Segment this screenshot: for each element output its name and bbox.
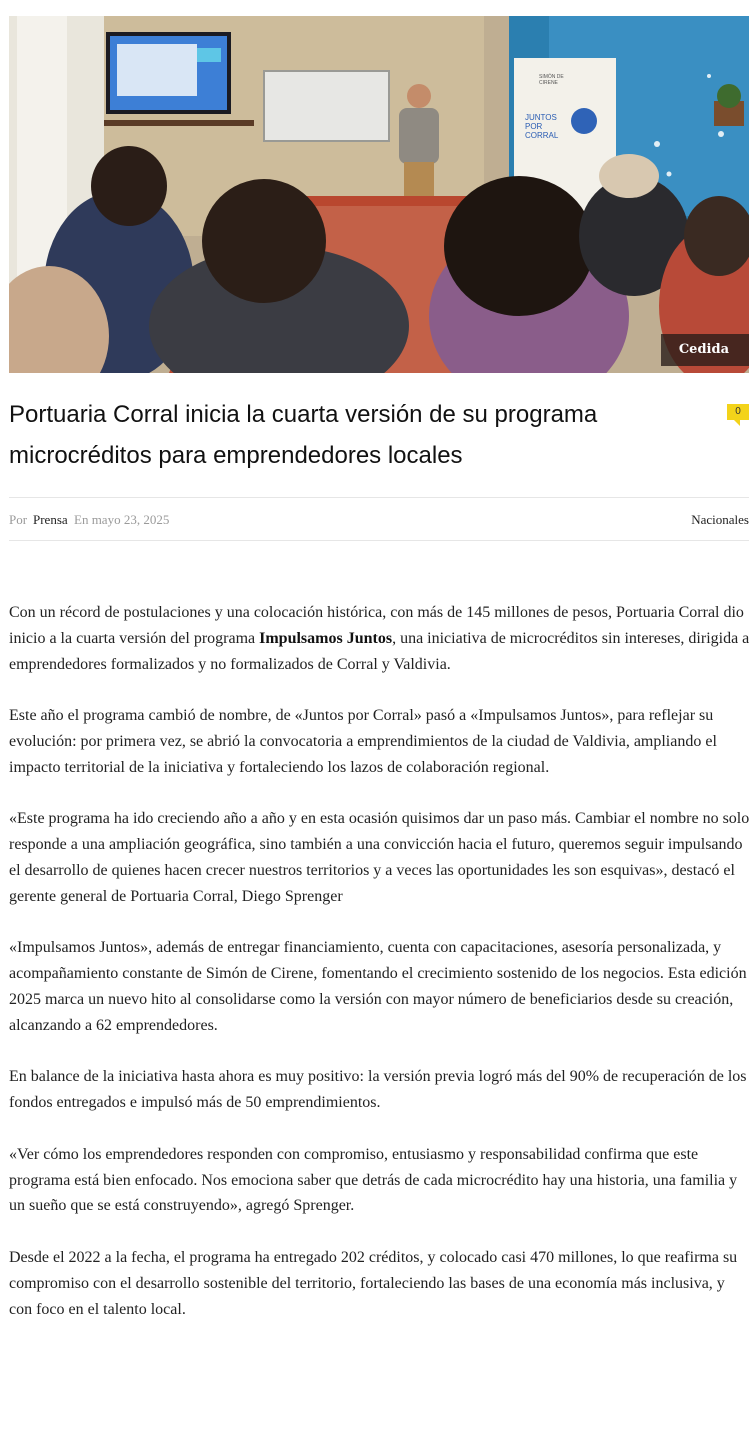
paragraph-7: Desde el 2022 a la fecha, el programa ha entregado 202 créditos, y colocado casi 470 millones, lo que reafirma su compromiso con el desarrollo sostenible del territorio, fortaleciendo las bases de una economía más inclusiva, y con foco en el talento local.: [9, 1248, 738, 1318]
article-title: Portuaria Corral inicia la cuarta versión de su programa microcréditos para emprendedores locales: [9, 401, 598, 469]
by-label: Por: [9, 512, 28, 527]
author-link[interactable]: Prensa: [33, 512, 68, 527]
hero-photo-illustration: [9, 16, 749, 373]
banner-text-3: CORRAL: [525, 131, 559, 140]
paragraph-6: «Ver cómo los emprendedores responden con compromiso, entusiasmo y responsabilidad confirma que este programa está bien enfocado. Nos emociona saber que detrás de cada microcrédito hay una historia, una familia y un sueño que se está construyendo», agregó Sprenger.: [9, 1145, 738, 1215]
category-link[interactable]: Nacionales: [691, 512, 749, 527]
paragraph-3: «Este programa ha ido creciendo año a año y en esta ocasión quisimos dar un paso más. Cambiar el nombre no solo responde a una ampliación geográfica, sino también a una convicción hacia el futuro, queremos seguir impulsando el desarrollo de quienes hacen crecer nuestros territorios y a veces las oportunidades les son esquivas», destacó el gerente general de Portuaria Corral, Diego Sprenger: [9, 810, 750, 905]
article-meta: [9, 497, 749, 541]
program-name-bold: Impulsamos Juntos: [259, 629, 393, 647]
publish-date: En mayo 23, 2025: [74, 512, 170, 527]
banner-sign-1: SIMÓN DE: [539, 74, 564, 80]
paragraph-1: [9, 600, 751, 677]
hero-photo: [9, 16, 749, 373]
paragraph-4: «Impulsamos Juntos», además de entregar financiamiento, cuenta con capacitaciones, asesoría personalizada, y acompañamiento constante de Simón de Cirene, fomentando el crecimiento sostenido de los negocios. Esta edición 2025 marca un nuevo hito al consolidarse como la versión con mayor número de beneficiarios desde su creación, alcanzando a 62 emprendedores.: [9, 939, 747, 1034]
paragraph-1-start: Con un récord de postulaciones y una colocación histórica, con más de 145 millones de pesos, Portuaria Corral dio inicio a la cuarta versión del programa: [9, 604, 744, 647]
banner-text-2: POR: [525, 122, 543, 131]
paragraph-2: Este año el programa cambió de nombre, de «Juntos por Corral» pasó a «Impulsamos Juntos», para reflejar su evolución: por primera vez, se abrió la convocatoria a emprendimientos de la ciudad de Valdivia, ampliando el impacto territorial de la iniciativa y fortaleciendo los lazos de colaboración regional.: [9, 707, 717, 776]
paragraph-1-end: , una iniciativa de microcréditos sin intereses, dirigida a emprendedores formalizados y no formalizados de Corral y Valdivia.: [9, 629, 750, 673]
comment-count-badge[interactable]: 0: [727, 404, 749, 420]
photo-credit: Cedida: [661, 334, 749, 366]
article-body: [9, 600, 751, 1348]
banner-sign-2: CIRENE: [539, 80, 558, 86]
paragraph-5: En balance de la iniciativa hasta ahora es muy positivo: la versión previa logró más del 90% de recuperación de los fondos entregados e impulsó más de 50 emprendimientos.: [9, 1068, 747, 1112]
banner-text-1: JUNTOS: [525, 113, 557, 122]
